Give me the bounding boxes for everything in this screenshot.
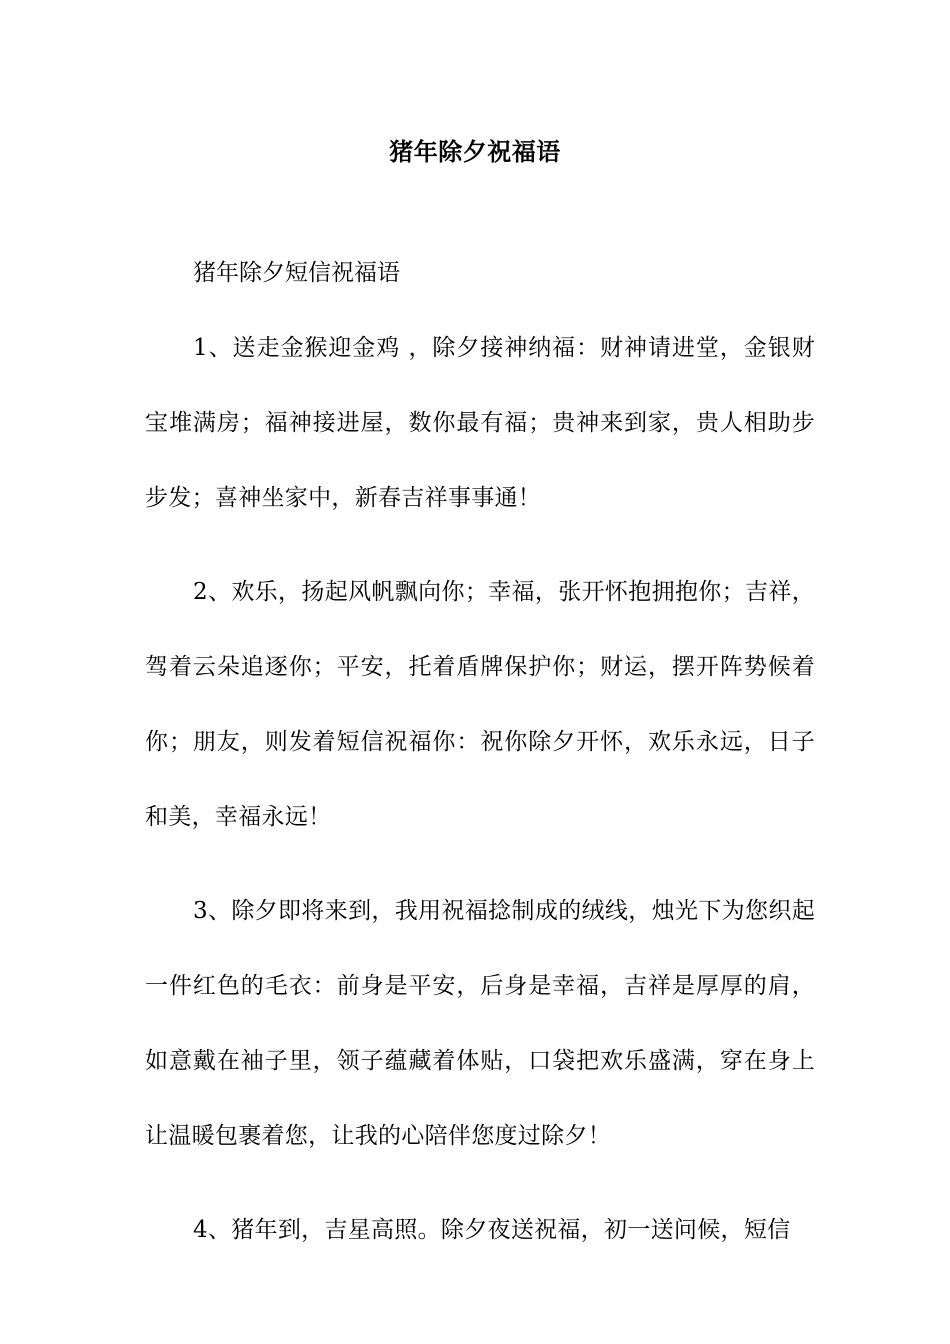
document-body	[145, 255, 815, 1306]
document-title: 猪年除夕祝福语	[389, 138, 561, 166]
paragraph-1: 1、送走金猴迎金鸡 ，除夕接神纳福：财神请进堂，金银财宝堆满房；福神接进屋，数你最有福；贵神来到家，贵人相助步步发；喜神坐家中，新春吉祥事事通！	[145, 335, 815, 511]
paragraph-3: 3、除夕即将来到，我用祝福捻制成的绒线，烛光下为您织起一件红色的毛衣：前身是平安，后身是幸福，吉祥是厚厚的肩，如意戴在袖子里，领子蕴藏着体贴，口袋把欢乐盛满，穿在身上让温暖包裹着您，让我的心陪伴您度过除夕！	[145, 898, 815, 1149]
paragraph-2: 2、欢乐，扬起风帆飘向你；幸福，张开怀抱拥抱你；吉祥，驾着云朵追逐你；平安，托着盾牌保护你；财运，摆开阵势候着你；朋友，则发着短信祝福你：祝你除夕开怀，欢乐永远，日子和美，幸福永远！	[145, 579, 815, 830]
section-subheading: 猪年除夕短信祝福语	[193, 260, 400, 286]
paragraph-4: 4、猪年到，吉星高照。除夕夜送祝福，初一送问候，短信	[193, 1217, 791, 1243]
